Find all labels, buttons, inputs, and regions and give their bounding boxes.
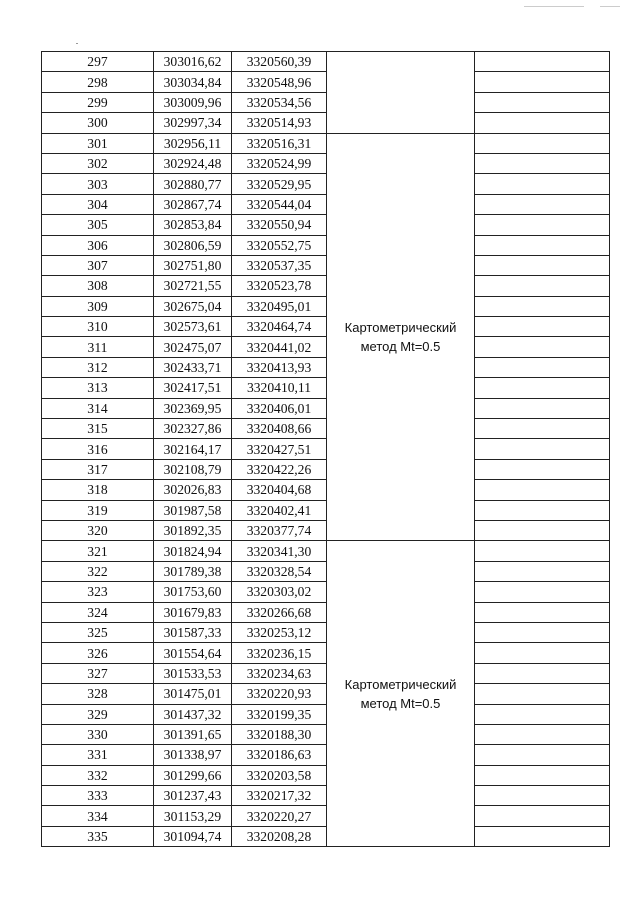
- point-number: 334: [42, 806, 154, 826]
- table-row: [42, 317, 610, 337]
- point-number: 297: [42, 52, 154, 72]
- coordinate-x: 301437,32: [154, 704, 232, 724]
- table-row: [42, 520, 610, 540]
- coordinate-y: 3320234,63: [232, 663, 327, 683]
- coordinate-x: 301789,38: [154, 561, 232, 581]
- table-row: [42, 133, 610, 153]
- coordinate-y: 3320406,01: [232, 398, 327, 418]
- point-number: 301: [42, 133, 154, 153]
- table-row: [42, 622, 610, 642]
- coordinate-y: 3320524,99: [232, 153, 327, 173]
- empty-cell: [475, 500, 610, 520]
- coordinate-y: 3320413,93: [232, 357, 327, 377]
- coordinate-x: 302026,83: [154, 480, 232, 500]
- point-number: 315: [42, 419, 154, 439]
- coordinate-y: 3320441,02: [232, 337, 327, 357]
- table-row: [42, 337, 610, 357]
- empty-cell: [475, 113, 610, 133]
- empty-cell: [475, 745, 610, 765]
- table-row: [42, 113, 610, 133]
- coordinate-y: 3320552,75: [232, 235, 327, 255]
- point-number: 328: [42, 684, 154, 704]
- method-cell: Картометрический метод Mt=0.5: [327, 541, 475, 847]
- empty-cell: [475, 153, 610, 173]
- coordinate-x: 301554,64: [154, 643, 232, 663]
- point-number: 322: [42, 561, 154, 581]
- empty-cell: [475, 398, 610, 418]
- empty-cell: [475, 337, 610, 357]
- coordinate-x: 302475,07: [154, 337, 232, 357]
- coordinate-x: 302751,80: [154, 255, 232, 275]
- coordinate-x: 302956,11: [154, 133, 232, 153]
- table-row: [42, 459, 610, 479]
- coordinate-y: 3320186,63: [232, 745, 327, 765]
- table-row: [42, 684, 610, 704]
- empty-cell: [475, 602, 610, 622]
- table-row: [42, 480, 610, 500]
- table-row: [42, 255, 610, 275]
- empty-cell: [475, 133, 610, 153]
- point-number: 312: [42, 357, 154, 377]
- empty-cell: [475, 215, 610, 235]
- table-row: [42, 276, 610, 296]
- empty-cell: [475, 378, 610, 398]
- point-number: 321: [42, 541, 154, 561]
- coordinate-y: 3320408,66: [232, 419, 327, 439]
- coordinate-y: 3320404,68: [232, 480, 327, 500]
- coordinate-x: 301094,74: [154, 826, 232, 846]
- coordinate-x: 302997,34: [154, 113, 232, 133]
- point-number: 311: [42, 337, 154, 357]
- table-row: [42, 500, 610, 520]
- coordinates-table: [41, 51, 610, 847]
- coordinate-x: 301338,97: [154, 745, 232, 765]
- empty-cell: [475, 419, 610, 439]
- empty-cell: [475, 174, 610, 194]
- empty-cell: [475, 235, 610, 255]
- empty-cell: [475, 480, 610, 500]
- coordinate-x: 302806,59: [154, 235, 232, 255]
- coordinate-x: 301475,01: [154, 684, 232, 704]
- point-number: 333: [42, 786, 154, 806]
- point-number: 330: [42, 724, 154, 744]
- point-number: 308: [42, 276, 154, 296]
- coordinate-y: 3320464,74: [232, 317, 327, 337]
- point-number: 332: [42, 765, 154, 785]
- coordinate-y: 3320514,93: [232, 113, 327, 133]
- table-row: [42, 235, 610, 255]
- empty-cell: [475, 52, 610, 72]
- point-number: 331: [42, 745, 154, 765]
- empty-cell: [475, 582, 610, 602]
- coordinate-y: 3320266,68: [232, 602, 327, 622]
- point-number: 303: [42, 174, 154, 194]
- table-row: [42, 786, 610, 806]
- empty-cell: [475, 255, 610, 275]
- coordinate-x: 302675,04: [154, 296, 232, 316]
- point-number: 326: [42, 643, 154, 663]
- table-row: [42, 72, 610, 92]
- coordinate-y: 3320236,15: [232, 643, 327, 663]
- coordinate-y: 3320410,11: [232, 378, 327, 398]
- empty-cell: [475, 92, 610, 112]
- coordinates-table-body: [42, 52, 610, 847]
- empty-cell: [475, 724, 610, 744]
- empty-cell: [475, 684, 610, 704]
- empty-cell: [475, 786, 610, 806]
- point-number: 307: [42, 255, 154, 275]
- table-row: [42, 724, 610, 744]
- coordinate-y: 3320199,35: [232, 704, 327, 724]
- point-number: 323: [42, 582, 154, 602]
- coordinate-x: 301892,35: [154, 520, 232, 540]
- table-row: [42, 398, 610, 418]
- point-number: 319: [42, 500, 154, 520]
- coordinate-y: 3320548,96: [232, 72, 327, 92]
- coordinate-x: 301753,60: [154, 582, 232, 602]
- coordinate-x: 301987,58: [154, 500, 232, 520]
- coordinate-y: 3320523,78: [232, 276, 327, 296]
- coordinate-x: 301679,83: [154, 602, 232, 622]
- point-number: 298: [42, 72, 154, 92]
- point-number: 318: [42, 480, 154, 500]
- table-row: [42, 561, 610, 581]
- coordinate-x: 302721,55: [154, 276, 232, 296]
- coordinate-y: 3320208,28: [232, 826, 327, 846]
- table-row: [42, 541, 610, 561]
- table-row: [42, 745, 610, 765]
- table-row: [42, 765, 610, 785]
- point-number: 320: [42, 520, 154, 540]
- point-number: 310: [42, 317, 154, 337]
- table-row: [42, 643, 610, 663]
- coordinate-x: 301391,65: [154, 724, 232, 744]
- coordinate-y: 3320220,93: [232, 684, 327, 704]
- coordinate-y: 3320537,35: [232, 255, 327, 275]
- empty-cell: [475, 663, 610, 683]
- coordinate-x: 302880,77: [154, 174, 232, 194]
- table-row: [42, 806, 610, 826]
- coordinate-y: 3320253,12: [232, 622, 327, 642]
- empty-cell: [475, 561, 610, 581]
- coordinate-y: 3320328,54: [232, 561, 327, 581]
- table-row: [42, 357, 610, 377]
- table-row: [42, 92, 610, 112]
- empty-cell: [475, 72, 610, 92]
- table-row: [42, 419, 610, 439]
- empty-cell: [475, 622, 610, 642]
- empty-cell: [475, 357, 610, 377]
- table-row: [42, 378, 610, 398]
- coordinate-y: 3320402,41: [232, 500, 327, 520]
- coordinate-y: 3320529,95: [232, 174, 327, 194]
- coordinate-x: 301153,29: [154, 806, 232, 826]
- table-row: [42, 439, 610, 459]
- table-row: [42, 826, 610, 846]
- coordinate-x: 301824,94: [154, 541, 232, 561]
- coordinate-y: 3320534,56: [232, 92, 327, 112]
- empty-cell: [475, 704, 610, 724]
- coordinate-y: 3320544,04: [232, 194, 327, 214]
- coordinate-x: 302853,84: [154, 215, 232, 235]
- coordinate-y: 3320495,01: [232, 296, 327, 316]
- empty-cell: [475, 643, 610, 663]
- coordinate-x: 302867,74: [154, 194, 232, 214]
- point-number: 299: [42, 92, 154, 112]
- coordinate-x: 302573,61: [154, 317, 232, 337]
- coordinate-x: 301237,43: [154, 786, 232, 806]
- coordinate-y: 3320341,30: [232, 541, 327, 561]
- point-number: 314: [42, 398, 154, 418]
- method-cell: Картометрический метод Mt=0.5: [327, 133, 475, 541]
- point-number: 306: [42, 235, 154, 255]
- point-number: 329: [42, 704, 154, 724]
- empty-cell: [475, 806, 610, 826]
- coordinate-y: 3320188,30: [232, 724, 327, 744]
- table-row: [42, 663, 610, 683]
- point-number: 300: [42, 113, 154, 133]
- empty-cell: [475, 276, 610, 296]
- point-number: 304: [42, 194, 154, 214]
- coordinate-y: 3320303,02: [232, 582, 327, 602]
- point-number: 327: [42, 663, 154, 683]
- table-row: [42, 602, 610, 622]
- coordinate-x: 301587,33: [154, 622, 232, 642]
- coordinate-x: 303009,96: [154, 92, 232, 112]
- point-number: 309: [42, 296, 154, 316]
- coordinate-x: 302369,95: [154, 398, 232, 418]
- table-row: [42, 704, 610, 724]
- empty-cell: [475, 541, 610, 561]
- coordinate-x: 303034,84: [154, 72, 232, 92]
- table-row: [42, 52, 610, 72]
- coordinate-x: 302108,79: [154, 459, 232, 479]
- coordinate-x: 302417,51: [154, 378, 232, 398]
- coordinate-y: 3320203,58: [232, 765, 327, 785]
- coordinate-y: 3320516,31: [232, 133, 327, 153]
- coordinate-x: 302164,17: [154, 439, 232, 459]
- empty-cell: [475, 826, 610, 846]
- coordinate-x: 302924,48: [154, 153, 232, 173]
- point-number: 305: [42, 215, 154, 235]
- coordinate-x: 302433,71: [154, 357, 232, 377]
- coordinate-y: 3320427,51: [232, 439, 327, 459]
- table-row: [42, 194, 610, 214]
- coordinate-x: 302327,86: [154, 419, 232, 439]
- point-number: 325: [42, 622, 154, 642]
- method-cell: [327, 52, 475, 134]
- table-row: [42, 215, 610, 235]
- coordinate-y: 3320560,39: [232, 52, 327, 72]
- empty-cell: [475, 317, 610, 337]
- point-number: 313: [42, 378, 154, 398]
- empty-cell: [475, 459, 610, 479]
- point-number: 316: [42, 439, 154, 459]
- coordinate-x: 303016,62: [154, 52, 232, 72]
- point-number: 317: [42, 459, 154, 479]
- empty-cell: [475, 520, 610, 540]
- table-row: [42, 174, 610, 194]
- empty-cell: [475, 439, 610, 459]
- point-number: 302: [42, 153, 154, 173]
- empty-cell: [475, 296, 610, 316]
- point-number: 335: [42, 826, 154, 846]
- coordinate-y: 3320217,32: [232, 786, 327, 806]
- coordinate-y: 3320550,94: [232, 215, 327, 235]
- point-number: 324: [42, 602, 154, 622]
- coordinate-y: 3320422,26: [232, 459, 327, 479]
- table-row: [42, 296, 610, 316]
- table-row: [42, 153, 610, 173]
- coordinate-x: 301533,53: [154, 663, 232, 683]
- coordinate-y: 3320377,74: [232, 520, 327, 540]
- empty-cell: [475, 194, 610, 214]
- coordinate-y: 3320220,27: [232, 806, 327, 826]
- empty-cell: [475, 765, 610, 785]
- coordinate-x: 301299,66: [154, 765, 232, 785]
- table-row: [42, 582, 610, 602]
